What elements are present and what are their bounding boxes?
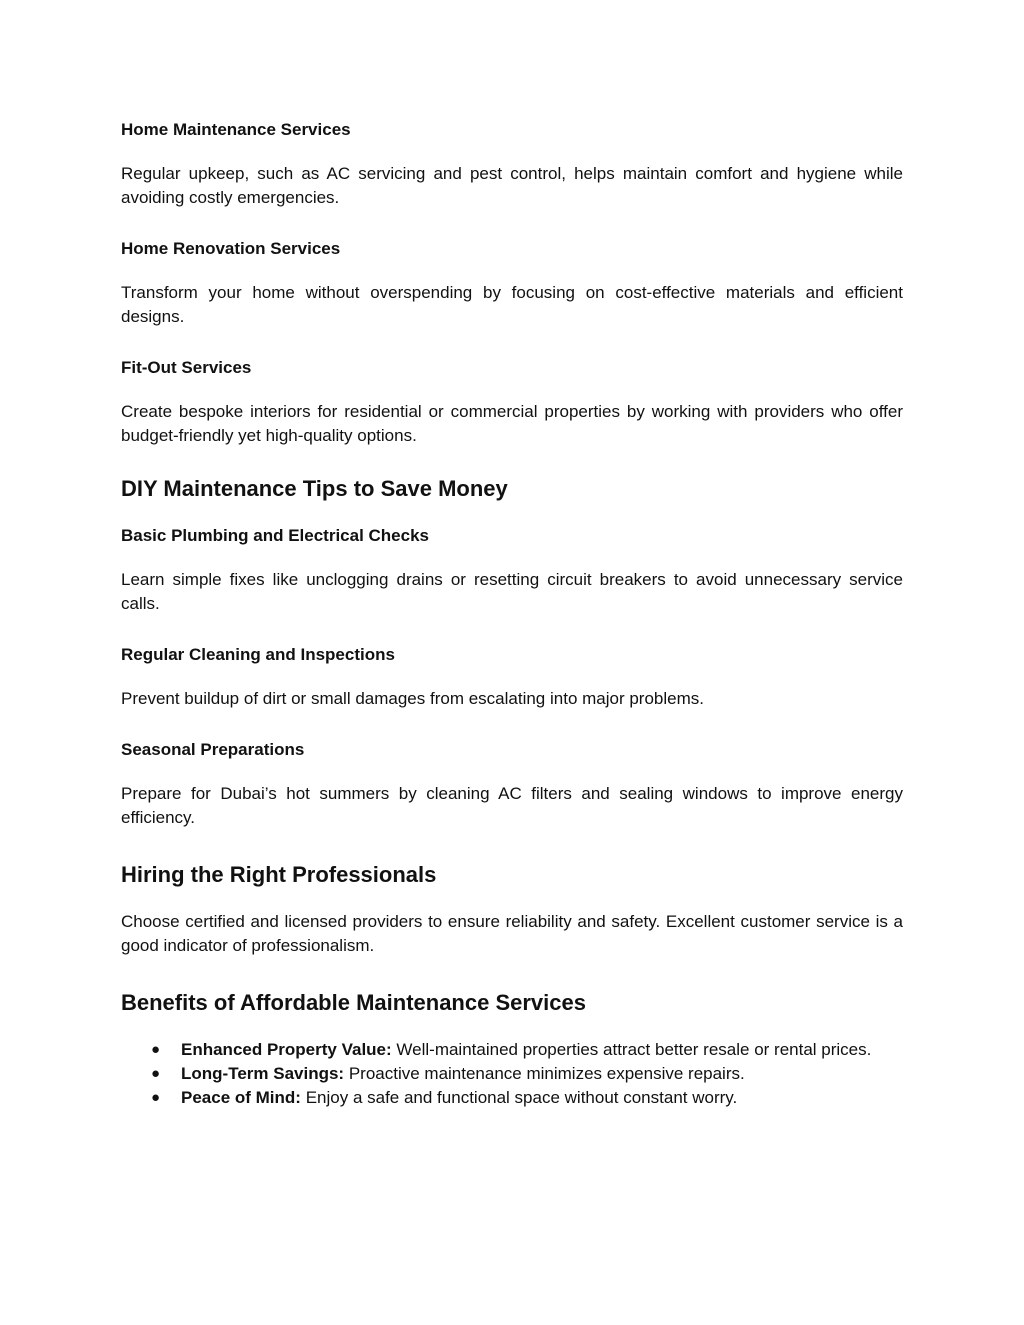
benefit-label: Peace of Mind: xyxy=(181,1088,301,1107)
diy-heading-cleaning: Regular Cleaning and Inspections xyxy=(121,645,395,664)
document-page xyxy=(121,118,903,1110)
section-heading-home-renovation: Home Renovation Services xyxy=(121,239,341,258)
diy-body-cleaning: Prevent buildup of dirt or small damages from escalating into major problems. xyxy=(121,689,704,708)
section-body-home-maintenance: Regular upkeep, such as AC servicing and pest control, helps maintain comfort and hygiene while avoiding costly emergencies. xyxy=(121,164,903,207)
bullet-icon: ● xyxy=(151,1041,161,1058)
diy-body-plumbing: Learn simple fixes like unclogging drains or resetting circuit breakers to avoid unnecessary service calls. xyxy=(121,570,903,613)
list-item xyxy=(121,1038,903,1062)
bullet-icon: ● xyxy=(151,1065,161,1082)
heading-diy-tips: DIY Maintenance Tips to Save Money xyxy=(121,476,508,501)
benefits-list xyxy=(121,1038,903,1110)
hiring-body: Choose certified and licensed providers to ensure reliability and safety. Excellent customer service is a good indicator of professionalism. xyxy=(121,912,903,955)
diy-heading-plumbing: Basic Plumbing and Electrical Checks xyxy=(121,526,430,545)
benefit-label: Enhanced Property Value: xyxy=(181,1040,392,1059)
benefit-label: Long-Term Savings: xyxy=(181,1064,345,1083)
bullet-icon: ● xyxy=(151,1089,161,1106)
section-heading-fit-out: Fit-Out Services xyxy=(121,358,252,377)
benefit-text: Enjoy a safe and functional space without constant worry. xyxy=(300,1088,738,1107)
list-item xyxy=(121,1062,903,1086)
section-body-home-renovation: Transform your home without overspending by focusing on cost-effective materials and efficient designs. xyxy=(121,283,903,326)
benefit-text: Proactive maintenance minimizes expensive repairs. xyxy=(344,1064,745,1083)
section-body-fit-out: Create bespoke interiors for residential or commercial properties by working with providers who offer budget-friendly yet high-quality options. xyxy=(121,402,903,445)
heading-benefits: Benefits of Affordable Maintenance Services xyxy=(121,990,586,1015)
section-heading-home-maintenance: Home Maintenance Services xyxy=(121,120,351,139)
benefit-text: Well-maintained properties attract better resale or rental prices. xyxy=(391,1040,872,1059)
diy-heading-seasonal: Seasonal Preparations xyxy=(121,740,305,759)
diy-body-seasonal: Prepare for Dubai’s hot summers by cleaning AC filters and sealing windows to improve energy efficiency. xyxy=(121,784,903,827)
heading-hiring: Hiring the Right Professionals xyxy=(121,862,437,887)
list-item xyxy=(121,1086,903,1110)
